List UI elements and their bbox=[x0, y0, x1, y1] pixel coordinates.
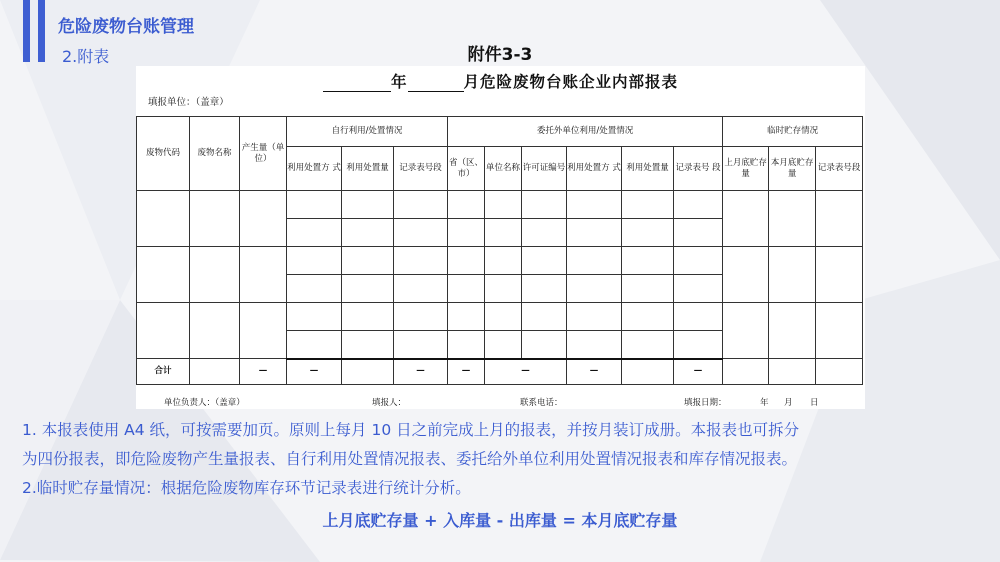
col-header-province: 省（区、市） bbox=[448, 147, 485, 191]
note-line-3: 2.临时贮存量情况：根据危险废物库存环节记录表进行统计分析。 bbox=[22, 479, 471, 497]
col-header-permit: 许可证编号 bbox=[522, 147, 567, 191]
col-header-ent-record: 记录表号 段 bbox=[674, 147, 723, 191]
col-header-self-record: 记录表号段 bbox=[394, 147, 448, 191]
sheet-title-year: 年 bbox=[390, 73, 408, 91]
col-header-self-method: 利用处置方 式 bbox=[287, 147, 342, 191]
group-header-entrust: 委托外单位利用/处置情况 bbox=[448, 117, 723, 147]
footer-day: 日 bbox=[810, 398, 819, 408]
col-header-temp-record: 记录表号段 bbox=[816, 147, 863, 191]
footer-phone: 联系电话： bbox=[520, 398, 563, 408]
group-header-self: 自行利用/处置情况 bbox=[287, 117, 448, 147]
col-header-last-stock: 上月底贮存量 bbox=[723, 147, 769, 191]
sheet-title bbox=[136, 70, 865, 92]
table-row bbox=[137, 247, 863, 275]
col-header-unit-name: 单位名称 bbox=[485, 147, 522, 191]
month-blank bbox=[408, 76, 464, 92]
slide-title: 危险废物台账管理 bbox=[58, 17, 194, 37]
slide-subtitle: 2.附表 bbox=[62, 47, 110, 66]
footer-person: 单位负责人：（盖章） bbox=[164, 398, 245, 408]
footer-filler: 填报人： bbox=[372, 398, 407, 408]
total-province-dash: — bbox=[448, 359, 485, 385]
footer-year: 年 bbox=[760, 398, 769, 408]
sheet-title-rest: 月危险废物台账企业内部报表 bbox=[463, 73, 679, 91]
footer-date-label: 填报日期： bbox=[684, 398, 727, 408]
col-header-ent-amount: 利用处置量 bbox=[622, 147, 674, 191]
fill-unit-label: 填报单位：（盖章） bbox=[148, 97, 229, 108]
total-ent-method-dash: — bbox=[567, 359, 622, 385]
note-line-2: 为四份报表，即危险废物产生量报表、自行利用处置情况报表、委托给外单位利用处置情况报表和库存情况报表。 bbox=[22, 450, 798, 468]
total-self-method-dash: — bbox=[287, 359, 342, 385]
col-header-this-stock: 本月底贮存量 bbox=[769, 147, 816, 191]
total-output-dash: — bbox=[240, 359, 287, 385]
group-header-temp: 临时贮存情况 bbox=[723, 117, 863, 147]
year-blank bbox=[323, 76, 391, 92]
stock-formula: 上月底贮存量 + 入库量 - 出库量 = 本月底贮存量 bbox=[322, 511, 678, 530]
annex-title: 附件3-3 bbox=[467, 45, 533, 65]
total-label: 合计 bbox=[137, 359, 190, 385]
col-header-code: 废物代码 bbox=[137, 117, 190, 191]
col-header-name: 废物名称 bbox=[190, 117, 240, 191]
footer-month: 月 bbox=[784, 398, 793, 408]
col-header-self-amount: 利用处置量 bbox=[342, 147, 394, 191]
col-header-ent-method: 利用处置方 式 bbox=[567, 147, 622, 191]
ledger-table bbox=[136, 116, 863, 385]
table-row bbox=[137, 191, 863, 219]
report-sheet bbox=[136, 66, 865, 409]
col-header-output: 产生量（单位） bbox=[240, 117, 287, 191]
table-row bbox=[137, 303, 863, 331]
total-ent-record-dash: — bbox=[674, 359, 723, 385]
note-line-1: 1. 本报表使用 A4 纸，可按需要加页。原则上每月 10 日之前完成上月的报表，并按月装订成册。本报表也可拆分 bbox=[22, 421, 800, 439]
total-row bbox=[137, 359, 863, 385]
total-self-record-dash: — bbox=[394, 359, 448, 385]
total-unit-permit-dash: — bbox=[485, 359, 567, 385]
